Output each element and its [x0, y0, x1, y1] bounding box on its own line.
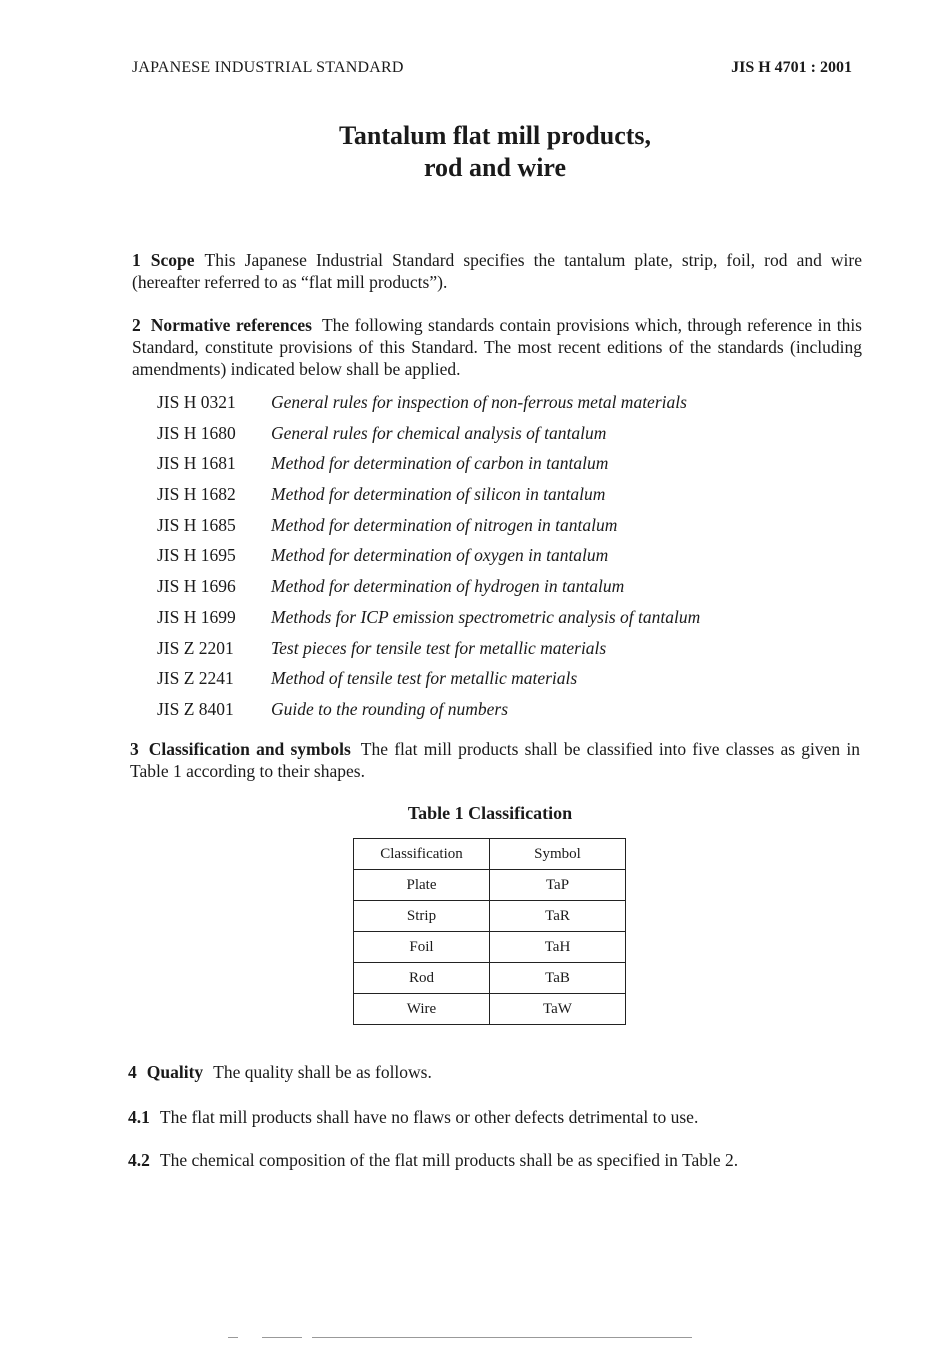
section-classification — [130, 738, 860, 782]
reference-title: General rules for inspection of non-ferrous metal materials — [271, 392, 687, 412]
reference-title: Methods for ICP emission spectrometric analysis of tantalum — [271, 606, 701, 627]
table-row — [354, 870, 626, 901]
footer-rule — [228, 1337, 238, 1338]
section-heading: Scope — [150, 250, 195, 270]
reference-title: Method for determination of oxygen in tantalum — [271, 545, 609, 566]
reference-list — [157, 387, 700, 725]
section-quality — [128, 1061, 432, 1083]
reference-item — [157, 418, 700, 449]
clause-number: 4.1 — [128, 1107, 150, 1127]
reference-item — [157, 540, 700, 571]
reference-code: JIS H 1682 — [157, 484, 236, 505]
section-number: 2 — [132, 315, 141, 335]
section-text: The following standards contain provisions which, through reference in this Standard, constitute provisions of this Standard. The most recent editions of the standards (including amendments) indicated below shall be applied. — [132, 315, 862, 379]
reference-code: JIS H 0321 — [157, 392, 236, 412]
header-right: JIS H 4701 : 2001 — [731, 59, 852, 76]
table-cell: TaR — [490, 901, 626, 932]
title-line-1: Tantalum flat mill products, — [338, 121, 652, 150]
reference-item — [157, 694, 700, 725]
reference-title: Method of tensile test for metallic materials — [271, 668, 578, 689]
table-header-cell: Classification — [354, 839, 490, 870]
table-cell: Wire — [354, 994, 490, 1025]
section-scope — [132, 249, 862, 293]
reference-code: JIS H 1699 — [157, 606, 236, 627]
table-header-cell: Symbol — [490, 839, 626, 870]
reference-code: JIS H 1696 — [157, 576, 236, 597]
reference-title: Guide to the rounding of numbers — [271, 698, 509, 719]
reference-code: JIS Z 8401 — [157, 698, 234, 719]
section-number: 4 — [128, 1062, 137, 1082]
table-row — [354, 963, 626, 994]
title-line-2: rod and wire — [423, 153, 567, 182]
section-normative-references — [132, 314, 862, 380]
reference-title: Method for determination of hydrogen in tantalum — [271, 576, 625, 597]
reference-title: Test pieces for tensile test for metallic materials — [271, 637, 607, 658]
table-cell: Plate — [354, 870, 490, 901]
reference-code: JIS Z 2241 — [157, 668, 234, 689]
reference-item — [157, 602, 700, 633]
clause-text: The flat mill products shall have no flaws or other defects detrimental to use. — [159, 1107, 699, 1127]
section-text: This Japanese Industrial Standard specifies the tantalum plate, strip, foil, rod and wire (hereafter referred to as “flat mill products”). — [132, 250, 862, 292]
reference-item — [157, 387, 700, 418]
section-text: The quality shall be as follows. — [213, 1062, 432, 1082]
section-heading: Classification and symbols — [148, 739, 351, 759]
reference-code: JIS Z 2201 — [157, 637, 234, 658]
reference-code: JIS H 1680 — [157, 422, 236, 443]
table-cell: Foil — [354, 932, 490, 963]
table-cell: TaB — [490, 963, 626, 994]
reference-item — [157, 479, 700, 510]
table-cell: Strip — [354, 901, 490, 932]
table-caption: Table 1 Classification — [407, 803, 573, 823]
reference-item — [157, 510, 700, 541]
reference-item — [157, 448, 700, 479]
header-left: JAPANESE INDUSTRIAL STANDARD — [132, 59, 404, 76]
reference-item — [157, 663, 700, 694]
reference-item — [157, 633, 700, 664]
section-number: 1 — [132, 250, 141, 270]
table-cell: Rod — [354, 963, 490, 994]
section-heading: Normative references — [150, 315, 312, 335]
table-row — [354, 932, 626, 963]
reference-code: JIS H 1685 — [157, 514, 236, 535]
table-cell: TaH — [490, 932, 626, 963]
clause-text: The chemical composition of the flat mill products shall be as specified in Table 2. — [159, 1150, 739, 1170]
clause-4-1 — [128, 1106, 698, 1128]
section-number: 3 — [130, 739, 139, 759]
footer-rule — [262, 1337, 302, 1338]
document-title — [0, 120, 950, 184]
section-heading: Quality — [146, 1062, 204, 1082]
table-row — [354, 994, 626, 1025]
classification-table — [353, 838, 626, 1025]
reference-title: Method for determination of nitrogen in tantalum — [271, 514, 618, 535]
reference-code: JIS H 1681 — [157, 453, 236, 474]
clause-number: 4.2 — [128, 1150, 150, 1170]
table-cell: TaW — [490, 994, 626, 1025]
section-text: The flat mill products shall be classified into five classes as given in Table 1 according to their shapes. — [130, 739, 860, 781]
reference-item — [157, 571, 700, 602]
reference-title: Method for determination of silicon in tantalum — [271, 484, 606, 505]
table-row — [354, 901, 626, 932]
table-cell: TaP — [490, 870, 626, 901]
reference-code: JIS H 1695 — [157, 545, 236, 566]
table-header-row — [354, 839, 626, 870]
clause-4-2 — [128, 1149, 738, 1171]
reference-title: General rules for chemical analysis of tantalum — [271, 422, 607, 443]
footer-rule — [312, 1337, 692, 1338]
reference-title: Method for determination of carbon in tantalum — [271, 453, 609, 474]
